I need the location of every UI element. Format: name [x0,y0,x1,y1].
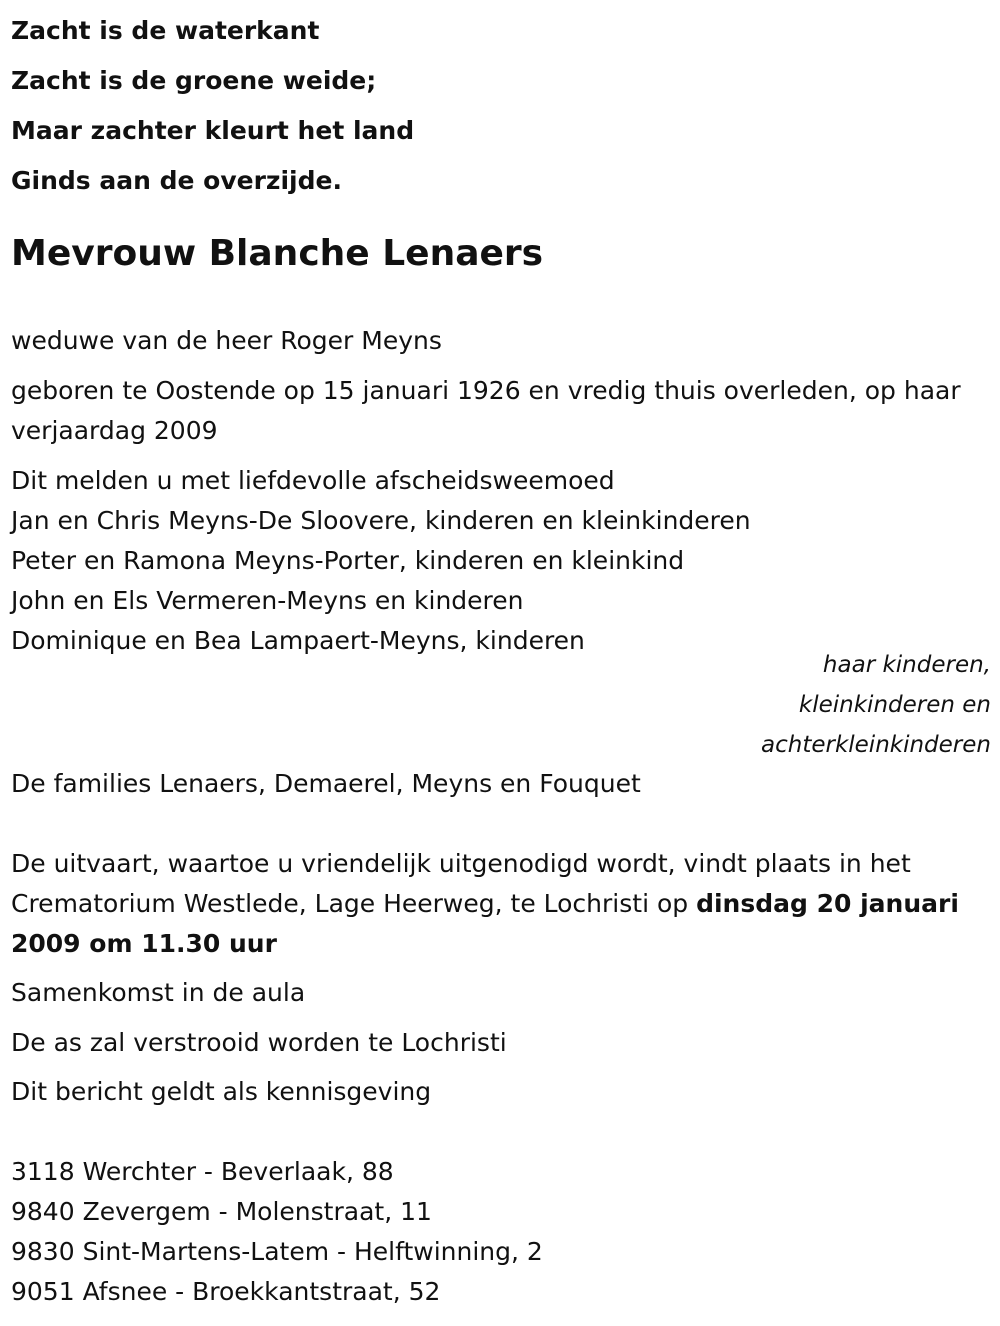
funeral-date-time: dinsdag 20 januari 2009 om 11.30 uur [11,889,959,958]
poem-line: Ginds aan de overzijde. [11,166,342,195]
addresses-block [11,1152,986,1312]
funeral-intro: De uitvaart, waartoe u vriendelijk uitgenodigd wordt, vindt plaats in het Crematorium Westlede, Lage Heerweg, te Lochristi op [11,849,911,918]
signature-block [691,645,991,765]
families-block [11,764,986,804]
address-line: 9840 Zevergem - Molenstraat, 11 [11,1197,432,1226]
deceased-name: Mevrouw Blanche Lenaers [11,233,544,274]
widow-line: weduwe van de heer Roger Meyns [11,326,442,355]
announcement-block [11,461,986,661]
ashes-text: De as zal verstrooid worden te Lochristi [11,1028,507,1057]
signature-line: kleinkinderen en [798,692,991,718]
signature-line: achterkleinkinderen [761,732,991,758]
funeral-block [11,844,986,964]
gathering-text: Samenkomst in de aula [11,978,306,1007]
gathering-block [11,973,986,1013]
widow-line-block [11,321,986,361]
poem-line: Zacht is de groene weide; [11,66,377,95]
address-line: 3118 Werchter - Beverlaak, 88 [11,1157,394,1186]
families-line: De families Lenaers, Demaerel, Meyns en Fouquet [11,769,641,798]
family-line: John en Els Vermeren-Meyns en kinderen [11,586,524,615]
signature-line: haar kinderen, [822,652,991,678]
poem [11,6,414,206]
address-line: 9051 Afsnee - Broekkantstraat, 52 [11,1277,441,1306]
address-line: 9830 Sint-Martens-Latem - Helftwinning, 2 [11,1237,543,1266]
ashes-block [11,1023,986,1063]
notice-text: Dit bericht geldt als kennisgeving [11,1077,432,1106]
family-line: Jan en Chris Meyns-De Sloovere, kinderen en kleinkinderen [11,506,751,535]
funeral-text [11,844,986,964]
family-line: Dominique en Bea Lampaert-Meyns, kinderen [11,626,585,655]
poem-line: Maar zachter kleurt het land [11,116,415,145]
announcement-intro: Dit melden u met liefdevolle afscheidsweemoed [11,466,615,495]
birth-death-block [11,371,986,451]
poem-line: Zacht is de waterkant [11,16,320,45]
notice-block [11,1072,986,1112]
birth-death-text: geboren te Oostende op 15 januari 1926 en vredig thuis overleden, op haar verjaardag 2009 [11,376,961,445]
family-line: Peter en Ramona Meyns-Porter, kinderen en kleinkind [11,546,685,575]
